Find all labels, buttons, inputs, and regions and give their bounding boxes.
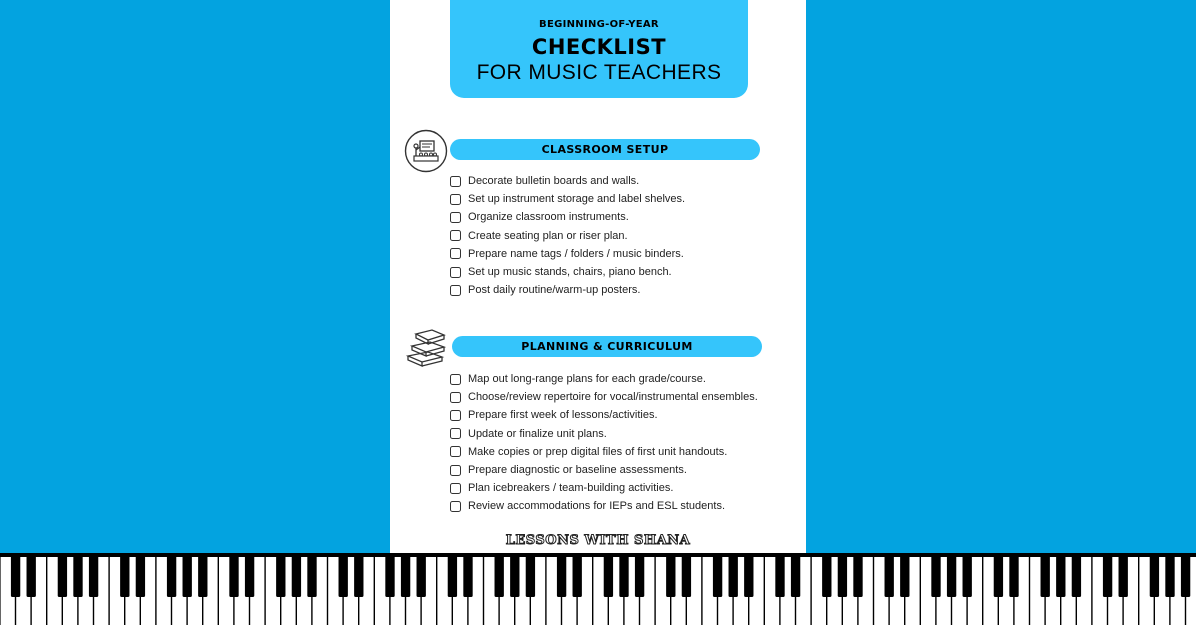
- black-key: [276, 553, 285, 597]
- black-key: [994, 553, 1003, 597]
- black-key: [401, 553, 410, 597]
- black-key: [1119, 553, 1128, 597]
- checkbox[interactable]: [450, 410, 461, 421]
- black-key: [963, 553, 972, 597]
- black-key: [89, 553, 98, 597]
- black-key: [11, 553, 20, 597]
- black-key: [167, 553, 176, 597]
- list-item[interactable]: [450, 461, 800, 479]
- header-banner: [450, 0, 748, 98]
- black-key: [791, 553, 800, 597]
- black-key: [838, 553, 847, 597]
- black-key: [729, 553, 738, 597]
- list-item-label: Update or finalize unit plans.: [468, 427, 607, 440]
- black-key: [1165, 553, 1174, 597]
- black-key: [682, 553, 691, 597]
- black-key: [666, 553, 675, 597]
- black-key: [385, 553, 394, 597]
- black-key: [853, 553, 862, 597]
- section-title-planning-curriculum: PLANNING & CURRICULUM: [452, 336, 762, 357]
- black-key: [245, 553, 254, 597]
- black-key: [1056, 553, 1065, 597]
- checkbox[interactable]: [450, 267, 461, 278]
- black-key: [619, 553, 628, 597]
- black-key: [1181, 553, 1190, 597]
- section-title-classroom-setup: CLASSROOM SETUP: [450, 139, 760, 160]
- planning-curriculum-list: [450, 370, 800, 516]
- list-item[interactable]: [450, 172, 800, 190]
- classroom-icon: [404, 129, 448, 173]
- list-item-label: Set up music stands, chairs, piano bench.: [468, 266, 672, 279]
- checkbox[interactable]: [450, 176, 461, 187]
- checkbox[interactable]: [450, 465, 461, 476]
- black-key: [1009, 553, 1018, 597]
- header-subtitle: FOR MUSIC TEACHERS: [476, 61, 722, 84]
- black-key: [1072, 553, 1081, 597]
- black-key: [931, 553, 940, 597]
- list-item-label: Prepare name tags / folders / music binders.: [468, 247, 684, 260]
- list-item[interactable]: [450, 227, 800, 245]
- black-key: [495, 553, 504, 597]
- checkbox[interactable]: [450, 212, 461, 223]
- black-key: [573, 553, 582, 597]
- list-item[interactable]: [450, 263, 800, 281]
- checkbox[interactable]: [450, 248, 461, 259]
- list-item-label: Post daily routine/warm-up posters.: [468, 284, 641, 297]
- black-key: [73, 553, 82, 597]
- black-key: [1150, 553, 1159, 597]
- list-item[interactable]: [450, 443, 800, 461]
- list-item-label: Organize classroom instruments.: [468, 211, 629, 224]
- black-key: [354, 553, 363, 597]
- black-key: [900, 553, 909, 597]
- list-item-label: Plan icebreakers / team-building activities.: [468, 482, 674, 495]
- black-key: [635, 553, 644, 597]
- list-item-label: Make copies or prep digital files of first unit handouts.: [468, 445, 728, 458]
- list-item[interactable]: [450, 245, 800, 263]
- black-key: [526, 553, 535, 597]
- header-title: CHECKLIST: [531, 35, 667, 59]
- black-key: [292, 553, 301, 597]
- black-key: [27, 553, 36, 597]
- black-key: [510, 553, 519, 597]
- black-key: [713, 553, 722, 597]
- list-item[interactable]: [450, 370, 800, 388]
- checkbox[interactable]: [450, 446, 461, 457]
- list-item-label: Map out long-range plans for each grade/course.: [468, 373, 706, 386]
- black-key: [947, 553, 956, 597]
- black-key: [198, 553, 207, 597]
- list-item[interactable]: [450, 479, 800, 497]
- books-icon: [404, 324, 448, 368]
- black-key: [1041, 553, 1050, 597]
- piano-keyboard: [0, 553, 1196, 625]
- black-key: [775, 553, 784, 597]
- checkbox[interactable]: [450, 194, 461, 205]
- checkbox[interactable]: [450, 285, 461, 296]
- black-key: [136, 553, 145, 597]
- black-key: [744, 553, 753, 597]
- list-item-label: Create seating plan or riser plan.: [468, 229, 628, 242]
- list-item[interactable]: [450, 406, 800, 424]
- checkbox[interactable]: [450, 428, 461, 439]
- black-key: [307, 553, 316, 597]
- black-key: [417, 553, 426, 597]
- black-key: [229, 553, 238, 597]
- black-key: [58, 553, 67, 597]
- list-item[interactable]: [450, 208, 800, 226]
- black-key: [822, 553, 831, 597]
- classroom-setup-list: [450, 172, 800, 299]
- black-key: [604, 553, 613, 597]
- list-item-label: Review accommodations for IEPs and ESL students.: [468, 500, 725, 513]
- list-item[interactable]: [450, 388, 800, 406]
- black-key: [885, 553, 894, 597]
- list-item-label: Prepare first week of lessons/activities.: [468, 409, 658, 422]
- black-key: [463, 553, 472, 597]
- brand-logo: LESSONS WITH SHANA: [505, 533, 691, 548]
- checkbox[interactable]: [450, 374, 461, 385]
- checkbox[interactable]: [450, 230, 461, 241]
- black-key: [339, 553, 348, 597]
- list-item[interactable]: [450, 497, 800, 515]
- checkbox[interactable]: [450, 483, 461, 494]
- checklist-sheet: [390, 0, 806, 556]
- header-kicker: BEGINNING-OF-YEAR: [539, 19, 659, 30]
- list-item-label: Choose/review repertoire for vocal/instrumental ensembles.: [468, 391, 758, 404]
- black-key: [448, 553, 457, 597]
- black-key: [1103, 553, 1112, 597]
- black-key: [183, 553, 192, 597]
- list-item-label: Prepare diagnostic or baseline assessments.: [468, 464, 687, 477]
- checkbox[interactable]: [450, 501, 461, 512]
- list-item-label: Set up instrument storage and label shelves.: [468, 193, 686, 206]
- black-key: [557, 553, 566, 597]
- list-item-label: Decorate bulletin boards and walls.: [468, 175, 640, 188]
- list-item[interactable]: [450, 190, 800, 208]
- list-item[interactable]: [450, 425, 800, 443]
- checkbox[interactable]: [450, 392, 461, 403]
- list-item[interactable]: [450, 281, 800, 299]
- black-key: [120, 553, 129, 597]
